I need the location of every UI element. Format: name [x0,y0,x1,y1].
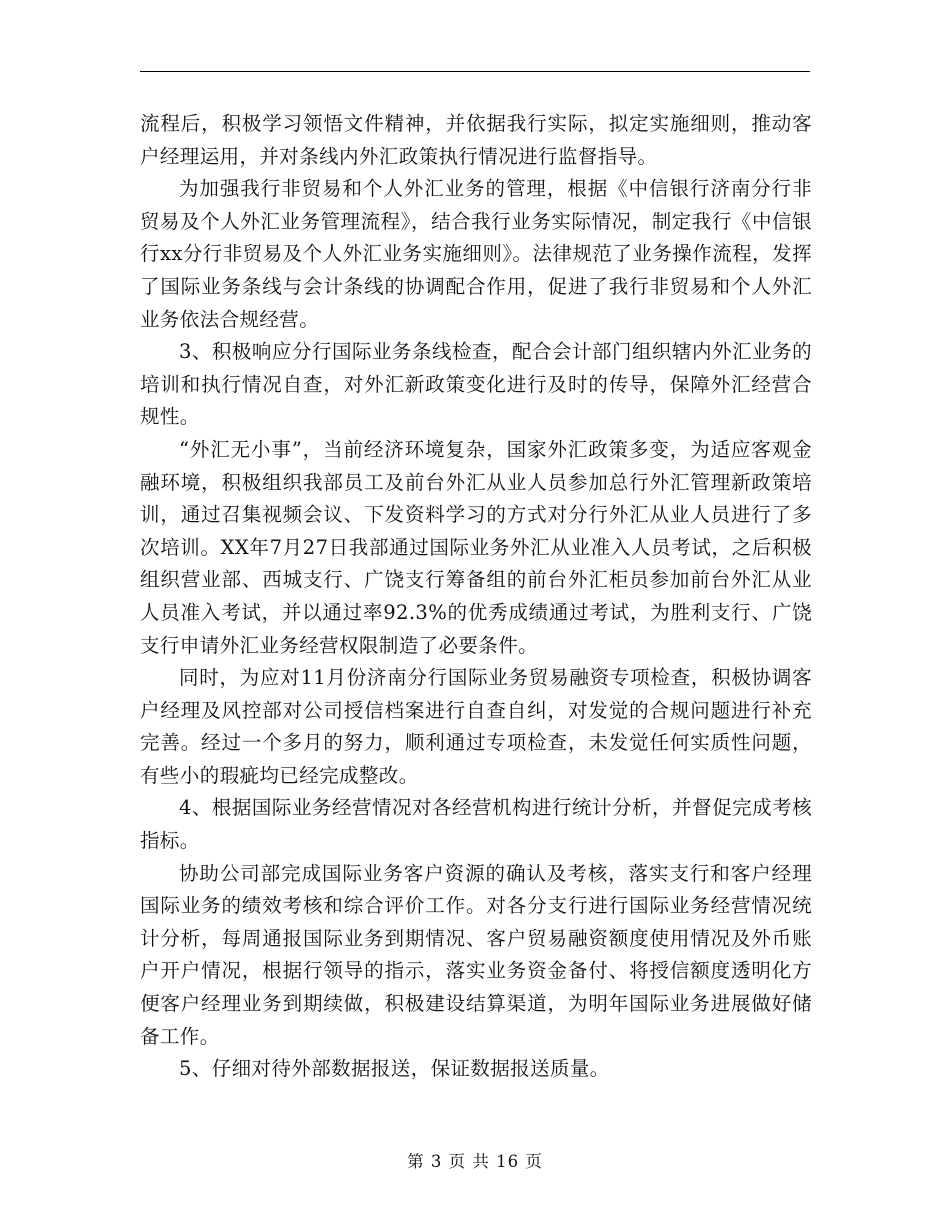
paragraph-item-4: 4、根据国际业务经营情况对各经营机构进行统计分析，并督促完成考核指标。 [140,796,812,853]
paragraph-non-trade-forex: 为加强我行非贸易和个人外汇业务的管理，根据《中信银行济南分行非贸易及个人外汇业务管理流程》，结合我行业务实际情况，制定我行《中信银行xx分行非贸易及个人外汇业务实施细则》。法律规范了业务操作流程，发挥了国际业务条线与会计条线的协调配合作用，促进了我行非贸易和个人外汇业务依法合规经营。 [140,177,812,331]
header-rule [140,71,810,72]
paragraph-item-3: 3、积极响应分行国际业务条线检查，配合会计部门组织辖内外汇业务的培训和执行情况自查，对外汇新政策变化进行及时的传导，保障外汇经营合规性。 [140,340,812,429]
paragraph-item-5: 5、仔细对待外部数据报送，保证数据报送质量。 [179,1057,610,1081]
paragraph-forex-training: “外汇无小事”，当前经济环境复杂，国家外汇政策多变，为适应客观金融环境，积极组织我部员工及前台外汇从业人员参加总行外汇管理新政策培训，通过召集视频会议、下发资料学习的方式对分行外汇从业人员进行了多次培训。XX年7月27日我部通过国际业务外汇从业准入人员考试，之后积极组织营业部、西城支行、广饶支行筹备组的前台外汇柜员参加前台外汇从业人员准入考试，并以通过率92.3%的优秀成绩通过考试，为胜利支行、广饶支行申请外汇业务经营权限制造了必要条件。 [140,437,812,657]
paragraph-continuation: 流程后，积极学习领悟文件精神，并依据我行实际，拟定实施细则，推动客户经理运用，并对条线内外汇政策执行情况进行监督指导。 [140,112,812,168]
page-number-footer: 第 3 页 共 16 页 [407,1152,543,1171]
paragraph-customer-resources: 协助公司部完成国际业务客户资源的确认及考核，落实支行和客户经理国际业务的绩效考核和综合评价工作。对各分支行进行国际业务经营情况统计分析，每周通报国际业务到期情况、客户贸易融资额度使用情况及外币账户开户情况，根据行领导的指示，落实业务资金备付、将授信额度透明化方便客户经理业务到期续做，积极建设结算渠道，为明年国际业务进展做好储备工作。 [140,861,812,1048]
paragraph-special-inspection: 同时，为应对11月份济南分行国际业务贸易融资专项检查，积极协调客户经理及风控部对公司授信档案进行自查自纠，对发觉的合规问题进行补充完善。经过一个多月的努力，顺利通过专项检查，未发觉任何实质性问题，有些小的瑕疵均已经完成整改。 [140,666,812,787]
document-body [140,108,812,1086]
